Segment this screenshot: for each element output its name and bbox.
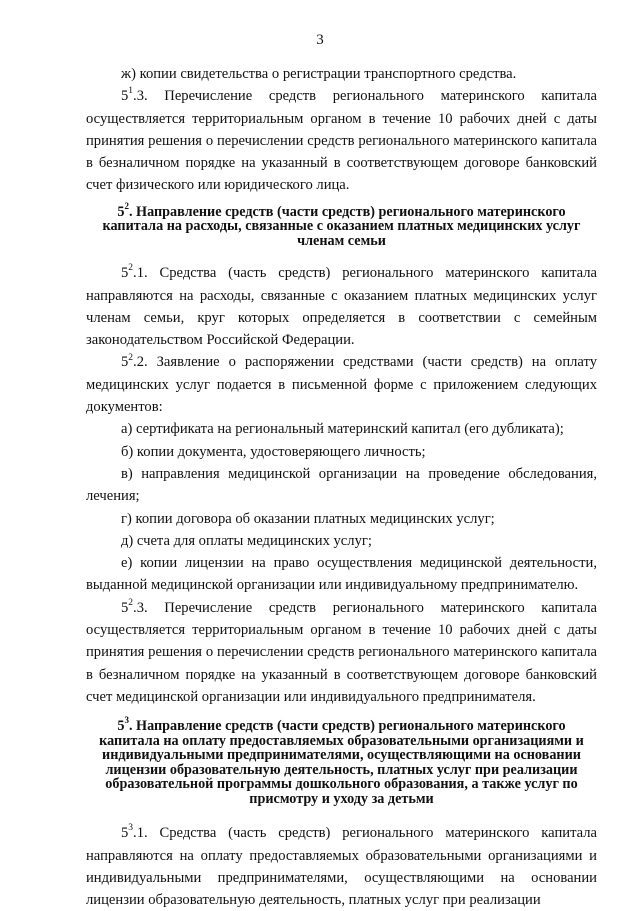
paragraph-5-2-3 [86, 597, 597, 708]
document-body [86, 63, 597, 911]
clause-superscript: 2 [128, 352, 134, 363]
paragraph-text: .3. Перечисление средств регионального материнского капитала осуществляется территориальным органом в течение 10 рабочих дней с даты принятия решения о перечислении средств регионального материнского капитала в безналичном порядке на указанный в соответствующем договоре банковский счет физического или юридического лица. [86, 88, 597, 194]
list-item-zh: ж) копии свидетельства о регистрации транспортного средства. [121, 66, 517, 82]
heading-superscript: 2 [124, 201, 129, 212]
clause-superscript: 2 [128, 263, 134, 274]
clause-number: 5 [121, 354, 129, 371]
list-item-a: а) сертификата на региональный материнский капитал (его дубликата); [121, 421, 564, 438]
section-heading-5-3 [86, 715, 597, 807]
heading-number: 5 [117, 718, 125, 735]
clause-number: 5 [121, 599, 129, 616]
section-heading-5-2 [86, 201, 597, 249]
paragraph-5-2-1 [86, 262, 597, 351]
heading-superscript: 3 [124, 715, 129, 726]
paragraph-5-1-3 [86, 85, 597, 196]
page-number: 3 [316, 32, 324, 48]
list-item-b: б) копии документа, удостоверяющего личность; [121, 443, 426, 460]
list-item-d: д) счета для оплаты медицинских услуг; [121, 532, 372, 549]
paragraph-5-3-1 [86, 822, 597, 911]
heading-text: . Направление средств (части средств) регионального материнского капитала на оплату предоставляемых образовательными организациями и индивидуальными предпринимателями, осуществляющими на основании лицензии образовательную деятельность, платных услуг при реализации образовательной программы дошкольного образования, а также услуг по присмотру и уходу за детьми [99, 718, 584, 807]
clause-number: 5 [121, 265, 129, 282]
paragraph-text: .2. Заявление о распоряжении средствами (части средств) на оплату медицинских услуг подается в письменной форме с приложением следующих документов: [86, 354, 597, 416]
list-item-e: е) копии лицензии на право осуществления медицинской деятельности, выданной медицинской организации или индивидуальному предпринимателю. [86, 555, 597, 594]
clause-superscript: 1 [128, 86, 134, 97]
heading-text: . Направление средств (части средств) регионального материнского капитала на расходы, связанные с оказанием платных медицинских услуг членам семьи [102, 203, 581, 249]
clause-number: 5 [121, 88, 129, 105]
list-item-g: г) копии договора об оказании платных медицинских услуг; [121, 510, 495, 527]
clause-superscript: 3 [128, 823, 134, 834]
list-item-v: в) направления медицинской организации на проведение обследования, лечения; [86, 465, 597, 505]
clause-number: 5 [121, 825, 129, 842]
heading-number: 5 [117, 203, 125, 220]
paragraph-text: .1. Средства (часть средств) регионального материнского капитала направляются на оплату предоставляемых образовательными организациями и индивидуальными предпринимателями, осуществляющими на основании лицензии образовательную деятельность, платных услуг при реализации [86, 825, 597, 909]
paragraph-text: .1. Средства (часть средств) регионального материнского капитала направляются на расходы, связанные с оказанием платных медицинских услуг членам семьи, круг которых определяется в соответствии с семейным законодательством Российской Федерации. [86, 265, 597, 349]
paragraph-5-2-2 [86, 351, 597, 418]
paragraph-text: .3. Перечисление средств регионального материнского капитала осуществляется территориальным органом в течение 10 рабочих дней с даты принятия решения о перечислении средств регионального материнского капитала в безналичном порядке на указанный в соответствующем договоре банковский счет медицинской организации или индивидуального предпринимателя. [86, 599, 597, 705]
clause-superscript: 2 [128, 597, 134, 608]
